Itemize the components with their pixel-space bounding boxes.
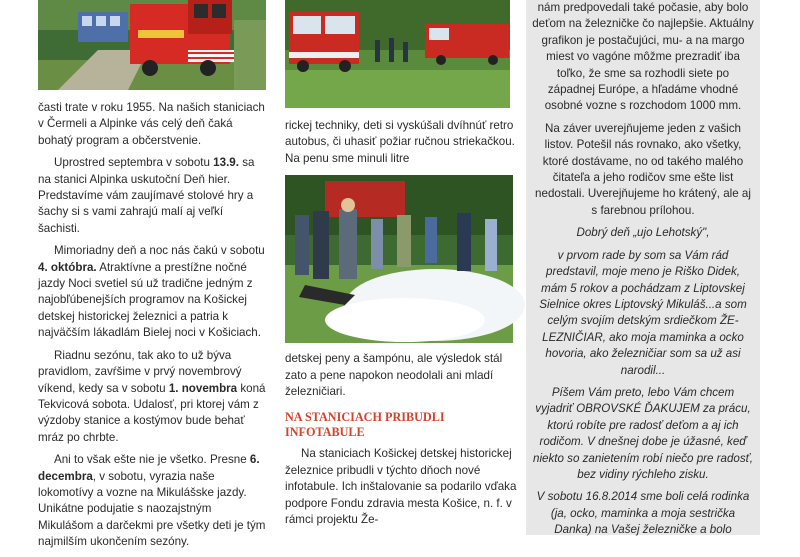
letter-paragraph: v prvom rade by som sa Vám rád predstavil, moje meno je Riško Didek, mám 5 rokov a pochádzam z Liptovskej Sielnice okres Liptovský Mikuláš...a som celým svojím detským srdiečkom ŽE-LEZNIČIAR, ako moja maminka a ocko hovoria, ako železničiar som sa už asi narodil...	[539, 248, 747, 377]
article-column-middle	[285, 0, 517, 534]
section-heading: NA STANICIACH PRIBUDLI INFOTABULE	[285, 410, 445, 440]
article-column-left	[38, 0, 268, 557]
letter-paragraph: Píšem Vám preto, lebo Vám chcem vyjadriť OBROVSKÉ ĎAKUJEM za prácu, ktorú robíte pre radosť deťom a aj ich rodičom. V dnešnej dobe je úžasné, keď niekto so zanietením robí niečo pre radosť, bez vidiny rýchleho zisku.	[533, 385, 753, 481]
paragraph: časti trate v roku 1955. Na našich staniciach v Čermeli a Alpinke vás celý deň čaká bohatý program a občerstvenie.	[38, 101, 265, 147]
sidebar-column-letters	[526, 0, 760, 535]
photo-locomotive	[38, 0, 266, 90]
photo-fire-trucks	[285, 0, 510, 108]
paragraph: rickej techniky, deti si vyskúšali dvíhnúť retro autobus, či uhasiť požiar ručnou striekačkou. Na penu sme minuli litre	[285, 119, 515, 165]
paragraph: Riadnu sezónu, tak ako to už býva pravidlom, zavŕšime v prvý novembrový víkend, kedy sa v sobotu 1. novembra koná Tekvicová sobota. Udalosť, pri ktorej vám z výzdoby stanice a kostýmov bude behať mráz po chrbte.	[38, 348, 266, 444]
paragraph: Na staniciach Košickej detskej historickej železnice pribudli v týchto dňoch nové infotabule. Ich inštalovanie sa podarilo vďaka podpore Fondu zdravia mesta Košice, n. f. v rámci projektu Že-	[285, 447, 517, 527]
paragraph: Na záver uverejňujeme jeden z vašich listov. Potešil nás rovnako, ako všetky, ktoré dostávame, no od takého malého čitateľa a jeho rodičov sme ešte list nedostali. Uverejňujeme ho krátený, ale aj s farebnou prílohou.	[535, 121, 751, 217]
paragraph: Uprostred septembra v sobotu 13.9. sa na stanici Alpinka uskutoční Deň hier. Predstavíme vám zaujímavé stolové hry a šachy si s vami zahrajú malí aj veľkí šachisti.	[38, 156, 255, 235]
letter-greeting: Dobrý deň „ujo Lehotský",	[576, 226, 710, 240]
paragraph: Mimoriadny deň a noc nás čakú v sobotu 4. októbra. Atraktívne a prestížne nočné jazdy Noci svetiel sú už tradične jedným z najobľúbenejších programov na Košickej detskej historickej železnici a patria k najväčším lákadlám Bielej noci v Košiciach.	[38, 244, 265, 340]
letter-paragraph: V sobotu 16.8.2014 sme boli celá rodinka (ja, ocko, maminka a moja sestrička Danka) na Vašej železničke a bolo	[536, 490, 750, 537]
photo-foam-party	[285, 175, 513, 343]
paragraph: Ani to však ešte nie je všetko. Presne 6. decembra, v sobotu, vyrazia naše lokomotívy a vozne na Mikulášske jazdy. Unikátne podujatie s naozajstným Mikulášom a darčekmi pre všetky deti je tým najmilším ukončením sezóny.	[38, 453, 266, 549]
paragraph: detskej peny a šampónu, ale výsledok stál zato a pene napokon neodolali ani mladí železničiari.	[285, 352, 503, 399]
paragraph: nám predpovedali také počasie, aby bolo deťom na železničke čo najlepšie. Aktuálny grafikon je postačujúci, mu- a na margo miest vo vagóne môžme prezradiť iba toľko, že sme sa rozhodli siete po západnej Európe, a hľadáme vhodné osobné vozne s rozchodom 1000 mm.	[532, 1, 754, 113]
